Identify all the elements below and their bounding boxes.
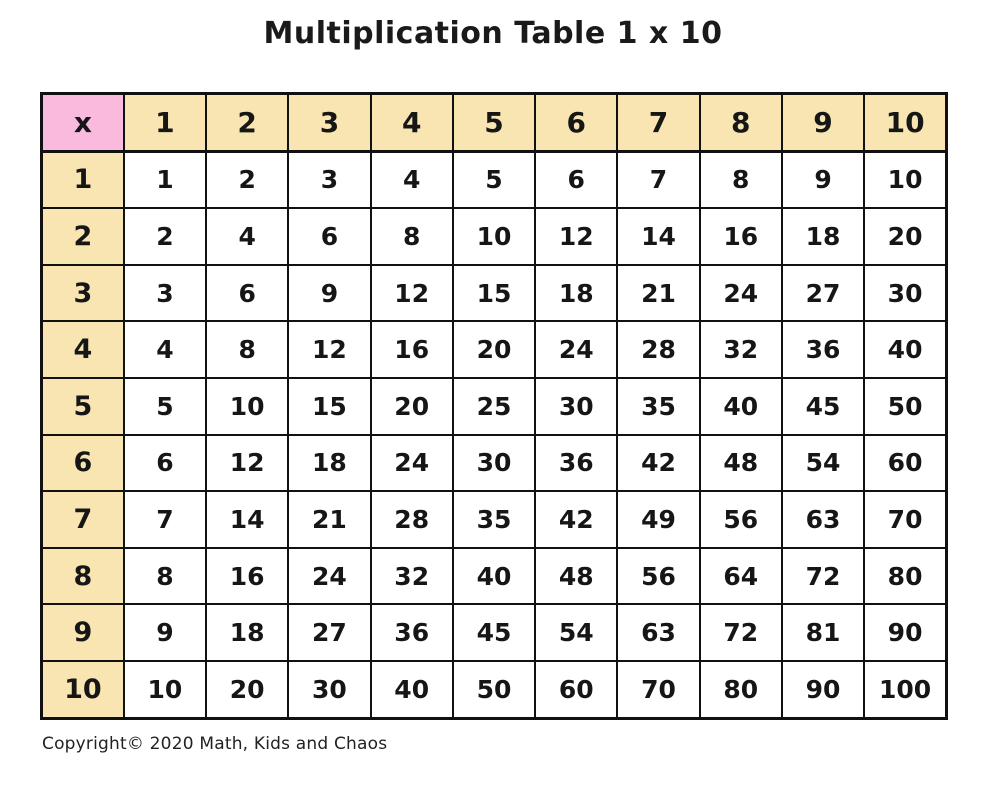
product-cell: 40	[700, 378, 782, 435]
product-cell: 14	[206, 491, 288, 548]
product-cell: 49	[617, 491, 699, 548]
row-header: 10	[42, 661, 124, 718]
product-cell: 18	[206, 604, 288, 661]
product-cell: 45	[782, 378, 864, 435]
product-cell: 90	[864, 604, 946, 661]
product-cell: 18	[782, 208, 864, 265]
product-cell: 28	[617, 321, 699, 378]
product-cell: 21	[617, 265, 699, 322]
product-cell: 10	[864, 151, 946, 208]
product-cell: 32	[700, 321, 782, 378]
product-cell: 9	[782, 151, 864, 208]
product-cell: 72	[700, 604, 782, 661]
product-cell: 20	[864, 208, 946, 265]
column-header: 8	[700, 94, 782, 152]
product-cell: 12	[371, 265, 453, 322]
product-cell: 100	[864, 661, 946, 718]
product-cell: 70	[864, 491, 946, 548]
product-cell: 36	[535, 435, 617, 492]
product-cell: 18	[535, 265, 617, 322]
table-row	[42, 661, 947, 718]
product-cell: 1	[124, 151, 206, 208]
product-cell: 90	[782, 661, 864, 718]
product-cell: 50	[453, 661, 535, 718]
product-cell: 18	[288, 435, 370, 492]
product-cell: 42	[535, 491, 617, 548]
product-cell: 8	[371, 208, 453, 265]
table-row	[42, 321, 947, 378]
product-cell: 20	[371, 378, 453, 435]
product-cell: 24	[371, 435, 453, 492]
product-cell: 7	[617, 151, 699, 208]
table-row	[42, 548, 947, 605]
product-cell: 15	[288, 378, 370, 435]
product-cell: 72	[782, 548, 864, 605]
product-cell: 21	[288, 491, 370, 548]
product-cell: 4	[206, 208, 288, 265]
product-cell: 2	[206, 151, 288, 208]
product-cell: 6	[206, 265, 288, 322]
product-cell: 6	[124, 435, 206, 492]
product-cell: 5	[124, 378, 206, 435]
table-row	[42, 435, 947, 492]
product-cell: 20	[453, 321, 535, 378]
product-cell: 36	[782, 321, 864, 378]
product-cell: 24	[535, 321, 617, 378]
corner-cell: x	[42, 94, 124, 152]
product-cell: 15	[453, 265, 535, 322]
product-cell: 8	[206, 321, 288, 378]
product-cell: 30	[288, 661, 370, 718]
table-row	[42, 491, 947, 548]
product-cell: 54	[535, 604, 617, 661]
product-cell: 25	[453, 378, 535, 435]
product-cell: 24	[700, 265, 782, 322]
product-cell: 40	[371, 661, 453, 718]
row-header: 8	[42, 548, 124, 605]
product-cell: 30	[864, 265, 946, 322]
product-cell: 10	[124, 661, 206, 718]
product-cell: 32	[371, 548, 453, 605]
product-cell: 16	[700, 208, 782, 265]
product-cell: 5	[453, 151, 535, 208]
table-row	[42, 378, 947, 435]
product-cell: 70	[617, 661, 699, 718]
product-cell: 42	[617, 435, 699, 492]
product-cell: 45	[453, 604, 535, 661]
row-header: 7	[42, 491, 124, 548]
product-cell: 7	[124, 491, 206, 548]
column-header: 6	[535, 94, 617, 152]
product-cell: 2	[124, 208, 206, 265]
product-cell: 63	[617, 604, 699, 661]
product-cell: 48	[700, 435, 782, 492]
product-cell: 30	[453, 435, 535, 492]
product-cell: 6	[535, 151, 617, 208]
column-header: 9	[782, 94, 864, 152]
product-cell: 4	[124, 321, 206, 378]
row-header: 6	[42, 435, 124, 492]
product-cell: 12	[535, 208, 617, 265]
table-row	[42, 604, 947, 661]
row-header: 3	[42, 265, 124, 322]
product-cell: 56	[617, 548, 699, 605]
table-header	[42, 94, 947, 152]
copyright-text: Copyright© 2020 Math, Kids and Chaos	[42, 733, 388, 754]
product-cell: 27	[288, 604, 370, 661]
product-cell: 40	[453, 548, 535, 605]
product-cell: 28	[371, 491, 453, 548]
product-cell: 3	[288, 151, 370, 208]
product-cell: 35	[453, 491, 535, 548]
product-cell: 36	[371, 604, 453, 661]
product-cell: 81	[782, 604, 864, 661]
product-cell: 12	[206, 435, 288, 492]
product-cell: 48	[535, 548, 617, 605]
row-header: 1	[42, 151, 124, 208]
product-cell: 63	[782, 491, 864, 548]
product-cell: 10	[453, 208, 535, 265]
product-cell: 35	[617, 378, 699, 435]
page-title: Multiplication Table 1 x 10	[263, 16, 723, 51]
product-cell: 6	[288, 208, 370, 265]
column-header: 2	[206, 94, 288, 152]
product-cell: 56	[700, 491, 782, 548]
product-cell: 8	[124, 548, 206, 605]
product-cell: 4	[371, 151, 453, 208]
product-cell: 64	[700, 548, 782, 605]
row-header: 2	[42, 208, 124, 265]
product-cell: 54	[782, 435, 864, 492]
product-cell: 20	[206, 661, 288, 718]
product-cell: 30	[535, 378, 617, 435]
product-cell: 12	[288, 321, 370, 378]
product-cell: 60	[535, 661, 617, 718]
product-cell: 16	[206, 548, 288, 605]
row-header: 5	[42, 378, 124, 435]
product-cell: 8	[700, 151, 782, 208]
column-header: 1	[124, 94, 206, 152]
header-row	[42, 94, 947, 152]
product-cell: 40	[864, 321, 946, 378]
product-cell: 80	[864, 548, 946, 605]
table-body	[42, 151, 947, 718]
column-header: 10	[864, 94, 946, 152]
product-cell: 10	[206, 378, 288, 435]
product-cell: 3	[124, 265, 206, 322]
table-row	[42, 265, 947, 322]
product-cell: 9	[288, 265, 370, 322]
product-cell: 14	[617, 208, 699, 265]
multiplication-table	[40, 92, 948, 720]
row-header: 4	[42, 321, 124, 378]
product-cell: 50	[864, 378, 946, 435]
table-row	[42, 208, 947, 265]
product-cell: 16	[371, 321, 453, 378]
product-cell: 60	[864, 435, 946, 492]
column-header: 7	[617, 94, 699, 152]
column-header: 5	[453, 94, 535, 152]
product-cell: 27	[782, 265, 864, 322]
column-header: 4	[371, 94, 453, 152]
table-row	[42, 151, 947, 208]
row-header: 9	[42, 604, 124, 661]
product-cell: 80	[700, 661, 782, 718]
product-cell: 24	[288, 548, 370, 605]
column-header: 3	[288, 94, 370, 152]
product-cell: 9	[124, 604, 206, 661]
